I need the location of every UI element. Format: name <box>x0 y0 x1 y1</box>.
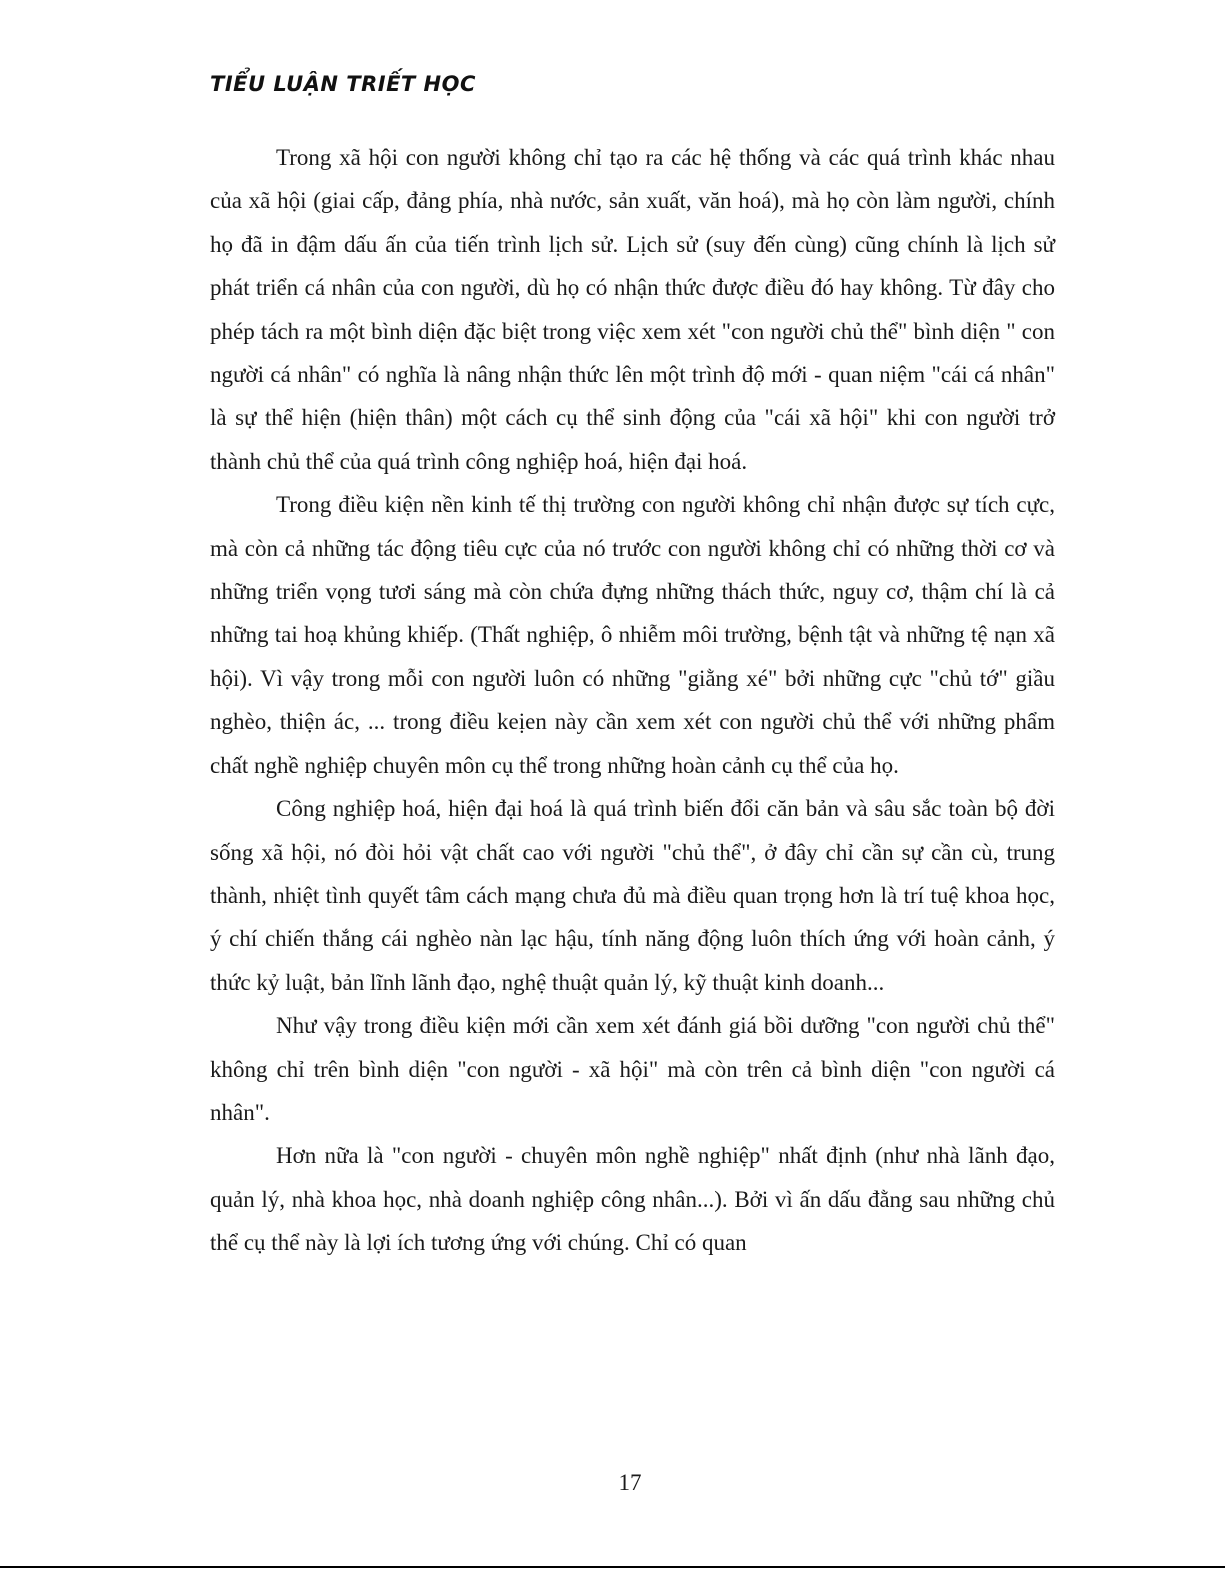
bottom-divider <box>0 1566 1225 1568</box>
body-text <box>210 136 1055 1265</box>
paragraph-1: Trong xã hội con người không chỉ tạo ra các hệ thống và các quá trình khác nhau của xã hội (giai cấp, đảng phía, nhà nước, sản xuất, văn hoá), mà họ còn làm người, chính họ đã in đậm dấu ấn của tiến trình lịch sử. Lịch sử (suy đến cùng) cũng chính là lịch sử phát triển cá nhân của con người, dù họ có nhận thức được điều đó hay không. Từ đây cho phép tách ra một bình diện đặc biệt trong việc xem xét "con người chủ thể" bình diện " con người cá nhân" có nghĩa là nâng nhận thức lên một trình độ mới - quan niệm "cái cá nhân" là sự thể hiện (hiện thân) một cách cụ thể sinh động của "cái xã hội" khi con người trở thành chủ thể của quá trình công nghiệp hoá, hiện đại hoá. <box>210 145 1055 474</box>
paragraph-5: Hơn nữa là "con người - chuyên môn nghề nghiệp" nhất định (như nhà lãnh đạo, quản lý, nhà khoa học, nhà doanh nghiệp công nhân...). Bởi vì ấn dấu đằng sau những chủ thể cụ thể này là lợi ích tương ứng với chúng. Chỉ có quan <box>210 1143 1055 1256</box>
paragraph-4: Như vậy trong điều kiện mới cần xem xét đánh giá bồi dưỡng "con người chủ thể" không chỉ trên bình diện "con người - xã hội" mà còn trên cả bình diện "con người cá nhân". <box>210 1013 1055 1125</box>
running-header: TIỂU LUẬN TRIẾT HỌC <box>210 72 476 96</box>
page-number: 17 <box>618 1470 642 1495</box>
paragraph-3: Công nghiệp hoá, hiện đại hoá là quá trình biến đổi căn bản và sâu sắc toàn bộ đời sống xã hội, nó đòi hỏi vật chất cao với người "chủ thể", ở đây chỉ cần sự cần cù, trung thành, nhiệt tình quyết tâm cách mạng chưa đủ mà điều quan trọng hơn là trí tuệ khoa học, ý chí chiến thắng cái nghèo nàn lạc hậu, tính năng động luôn thích ứng với hoàn cảnh, ý thức kỷ luật, bản lĩnh lãnh đạo, nghệ thuật quản lý, kỹ thuật kinh doanh... <box>210 796 1055 995</box>
paragraph-2: Trong điều kiện nền kinh tế thị trường con người không chỉ nhận được sự tích cực, mà còn cả những tác động tiêu cực của nó trước con người không chỉ có những thời cơ và những triển vọng tươi sáng mà còn chứa đựng những thách thức, nguy cơ, thậm chí là cả những tai hoạ khủng khiếp. (Thất nghiệp, ô nhiễm môi trường, bệnh tật và những tệ nạn xã hội). Vì vậy trong mỗi con người luôn có những "giằng xé" bởi những cực "chủ tớ" giầu nghèo, thiện ác, ... trong điều keịen này cần xem xét con người chủ thể với những phẩm chất nghề nghiệp chuyên môn cụ thể trong những hoàn cảnh cụ thể của họ. <box>210 492 1055 778</box>
